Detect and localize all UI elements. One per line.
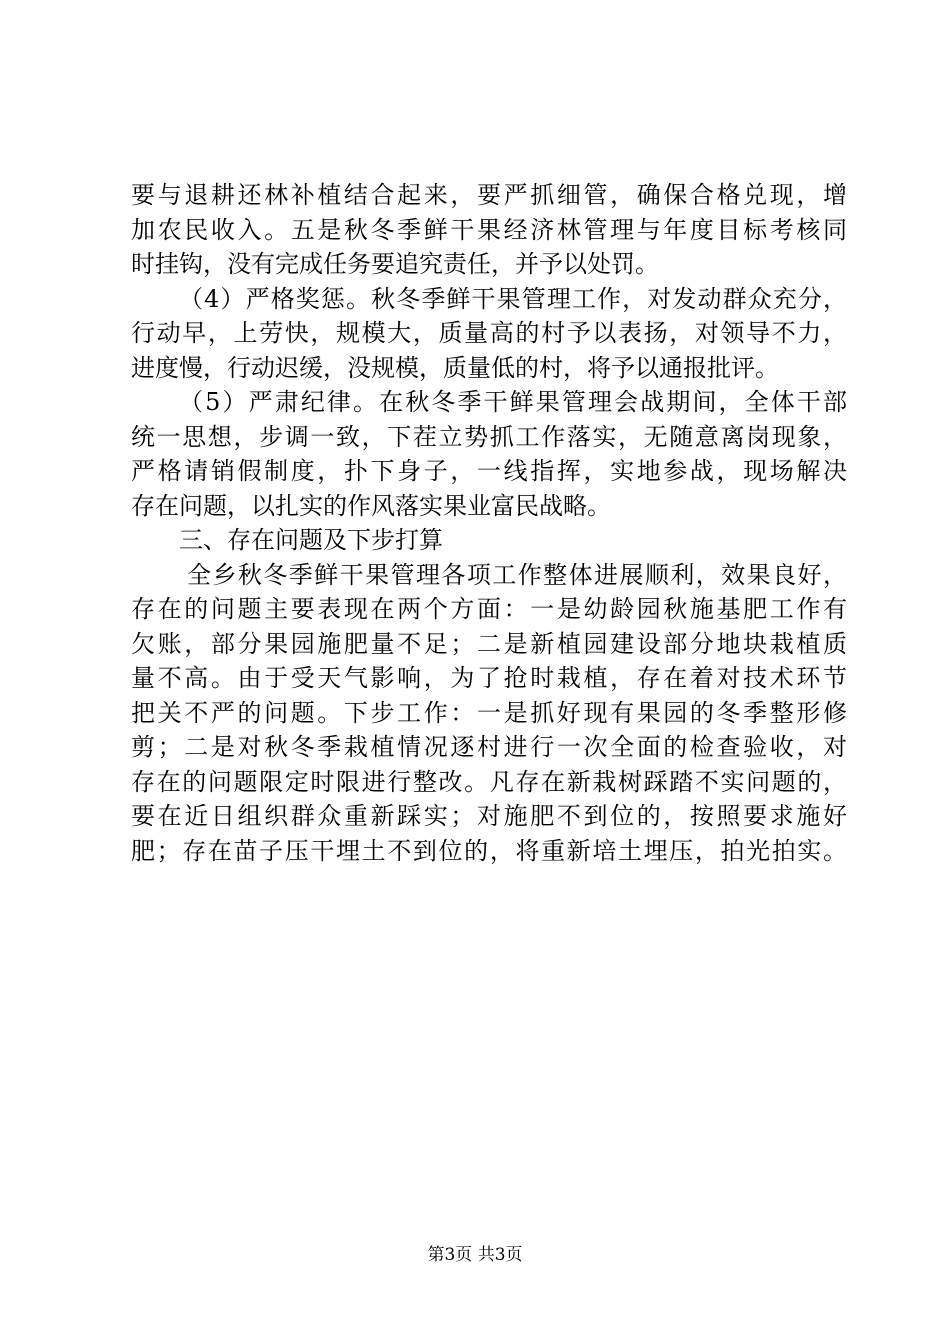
- section-heading: 三、存在问题及下步打算: [179, 526, 443, 554]
- body-line: 肥；存在苗子压干埋土不到位的，将重新培土埋压，拍光拍实。: [131, 836, 847, 865]
- page-number-footer: 第3页 共3页: [427, 1245, 523, 1265]
- body-line: 要与退耕还林补植结合起来，要严抓细管，确保合格兑现，增: [131, 181, 847, 209]
- document-body: [131, 178, 847, 868]
- body-line: 严格请销假制度，扑下身子，一线指挥，实地参战，现场解决: [131, 457, 847, 485]
- body-line: 加农民收入。五是秋冬季鲜干果经济林管理与年度目标考核同: [131, 215, 847, 244]
- body-line: 欠账，部分果园施肥量不足；二是新植园建设部分地块栽植质: [131, 629, 847, 658]
- body-line: 存在问题，以扎实的作风落实果业富民战略。: [131, 491, 611, 520]
- body-line: 行动早，上劳快，规模大，质量高的村予以表扬，对领导不力，: [131, 319, 847, 347]
- body-line: （5）严肃纪律。在秋冬季干鲜果管理会战期间，全体干部: [179, 388, 847, 416]
- body-line: 剪；二是对秋冬季栽植情况逐村进行一次全面的检查验收，对: [131, 733, 847, 761]
- body-line: 存在的问题主要表现在两个方面：一是幼龄园秋施基肥工作有: [131, 595, 847, 623]
- body-line: 要在近日组织群众重新踩实；对施肥不到位的，按照要求施好: [131, 802, 847, 830]
- body-line: 量不高。由于受天气影响，为了抢时栽植，存在着对技术环节: [131, 664, 847, 692]
- body-line: （4）严格奖惩。秋冬季鲜干果管理工作，对发动群众充分，: [179, 284, 847, 313]
- body-line: 全乡秋冬季鲜干果管理各项工作整体进展顺利，效果良好，: [187, 560, 847, 589]
- body-line: 存在的问题限定时限进行整改。凡存在新栽树踩踏不实问题的，: [131, 767, 847, 796]
- body-line: 统一思想，步调一致，下茬立势抓工作落实，无随意离岗现象，: [131, 422, 847, 451]
- body-line: 时挂钩，没有完成任务要追究责任，并予以处罚。: [131, 250, 659, 278]
- body-line: 把关不严的问题。下步工作：一是抓好现有果园的冬季整形修: [131, 698, 847, 727]
- body-line: 进度慢，行动迟缓，没规模，质量低的村，将予以通报批评。: [131, 353, 779, 382]
